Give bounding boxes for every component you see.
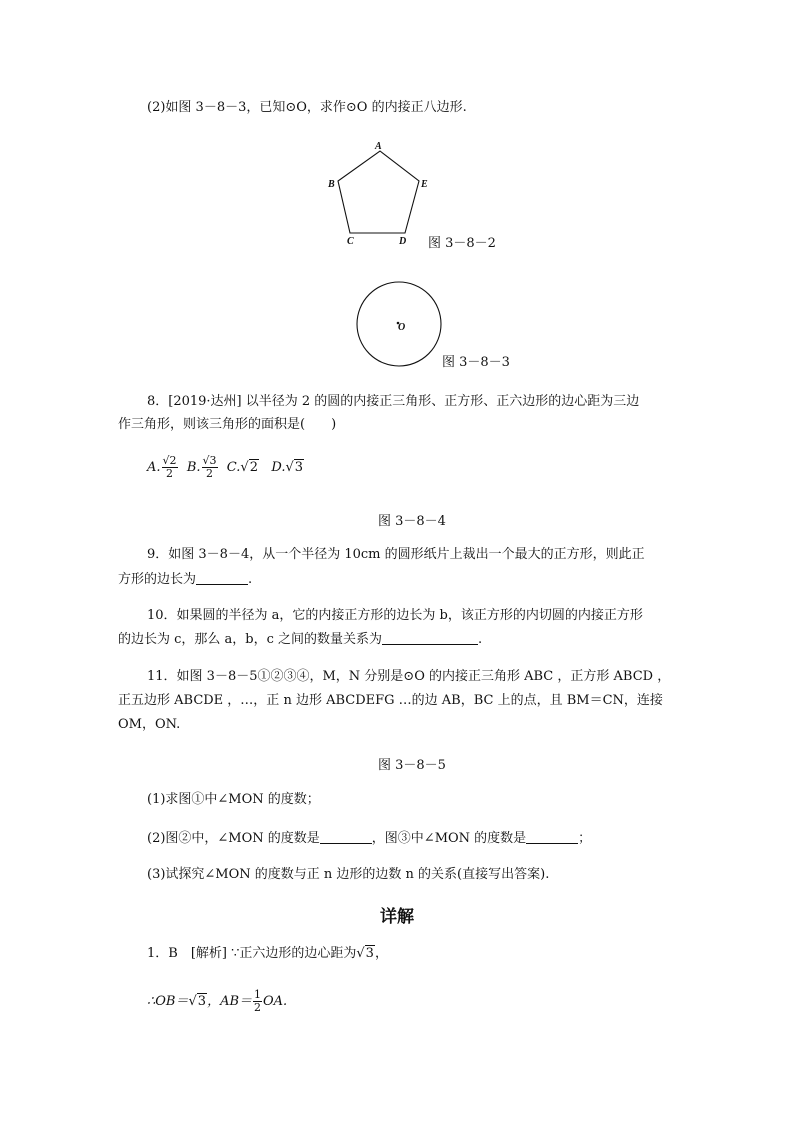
option-a-fraction — [162, 455, 178, 480]
vertex-e-label: E — [421, 179, 428, 190]
option-b-letter: B. — [186, 460, 201, 475]
q9-line2-text: 方形的边长为 — [118, 572, 197, 587]
figure-3-8-2-caption: 图 3－8－2 — [428, 236, 496, 251]
option-d-value: √3 — [285, 460, 304, 475]
center-o-label: O — [398, 322, 406, 333]
solution-1-line2 — [147, 988, 287, 1016]
vertex-a-label: A — [375, 141, 382, 152]
solution-1-frac-num: 1 — [254, 988, 262, 1001]
q10-line2-text: 的边长为 c，那么 a，b，c 之间的数量关系为 — [118, 632, 383, 647]
q9-line1: 9．如图 3－8－4，从一个半径为 10cm 的圆形纸片上裁出一个最大的正方形，则此正 — [147, 547, 645, 562]
solution-heading: 详解 — [380, 907, 414, 927]
vertex-b-label: B — [328, 179, 335, 190]
option-c-radicand: 2 — [249, 460, 258, 475]
solution-1-fraction — [253, 989, 262, 1014]
figure-3-8-4-caption: 图 3－8－4 — [378, 514, 446, 529]
option-a-letter: A. — [147, 460, 161, 475]
solution-1-sqrt-2: √3 — [188, 994, 207, 1009]
q10-line1: 10．如果圆的半径为 a，它的内接正方形的边长为 b，该正方形的内切圆的内接正方形 — [147, 608, 643, 623]
option-b-numerator: √3 — [202, 454, 217, 467]
q11-line1: 11．如图 3－8－5①②③④，M，N 分别是⊙O 的内接正三角形 ABC ，正方形 ABCD ， — [147, 669, 671, 684]
option-b-denominator: 2 — [206, 467, 213, 480]
vertex-d-label: D — [399, 236, 407, 247]
option-b-fraction — [202, 455, 218, 480]
q11-part2-text-c: ； — [578, 831, 592, 846]
q11-part2-blank1[interactable] — [320, 829, 372, 844]
option-d-letter: D. — [271, 460, 286, 475]
q11-line3: OM，ON. — [118, 717, 181, 732]
q11-line2: 正五边形 ABCDE ，…，正 n 边形 ABCDEFG …的边 AB，BC 上的点，且 BM＝CN，连接 — [118, 693, 663, 708]
solution-1-sqrt: √3 — [356, 946, 374, 961]
q9-line2 — [118, 570, 252, 589]
solution-1-end: ， — [374, 946, 388, 961]
option-c-letter: C. — [226, 460, 241, 475]
solution-1-radicand: 3 — [365, 946, 374, 961]
q8-line1: 8．[2019·达州] 以半径为 2 的圆的内接正三角形、正方形、正六边形的边心距为三边 — [147, 394, 640, 409]
solution-1-ab: ，AB＝ — [207, 994, 253, 1009]
solution-1-frac-den: 2 — [254, 1001, 262, 1014]
figure-3-8-5-caption: 图 3－8－5 — [378, 758, 446, 773]
q9-answer-blank[interactable] — [196, 570, 248, 585]
q11-part1: (1)求图①中∠MON 的度数； — [147, 792, 320, 807]
solution-1-ob: ∴OB＝ — [147, 994, 189, 1009]
q8-options — [147, 455, 304, 481]
q11-part2-text-a: (2)图②中，∠MON 的度数是 — [147, 831, 320, 846]
option-c-value: √2 — [240, 460, 258, 475]
q11-part2 — [147, 829, 591, 848]
circle-figure — [355, 280, 445, 370]
q10-line2 — [118, 630, 482, 649]
q11-part3: (3)试探究∠MON 的度数与正 n 边形的边数 n 的关系(直接写出答案). — [147, 867, 550, 882]
option-a-denominator: 2 — [166, 467, 174, 480]
option-a-numerator: √2 — [162, 454, 177, 467]
solution-1-radicand-2: 3 — [197, 994, 207, 1009]
pentagon-shape — [338, 151, 419, 233]
solution-1-text: 1．B [解析] ∵正六边形的边心距为 — [147, 946, 357, 961]
q7-part2-text: (2)如图 3－8－3，已知⊙O，求作⊙O 的内接正八边形. — [147, 100, 467, 115]
q8-line2: 作三角形，则该三角形的面积是( ) — [118, 417, 337, 432]
figure-3-8-3-caption: 图 3－8－3 — [442, 355, 510, 370]
solution-1-line1 — [147, 945, 388, 963]
q10-answer-blank[interactable] — [382, 630, 478, 645]
q9-line2-end: . — [248, 572, 253, 587]
q11-part2-blank2[interactable] — [526, 829, 578, 844]
option-d-radicand: 3 — [294, 460, 304, 475]
q10-line2-end: . — [478, 632, 483, 647]
pentagon-figure — [325, 138, 435, 250]
solution-1-oa: OA. — [263, 994, 288, 1009]
vertex-c-label: C — [347, 236, 354, 247]
q11-part2-text-b: ，图③中∠MON 的度数是 — [371, 831, 527, 846]
